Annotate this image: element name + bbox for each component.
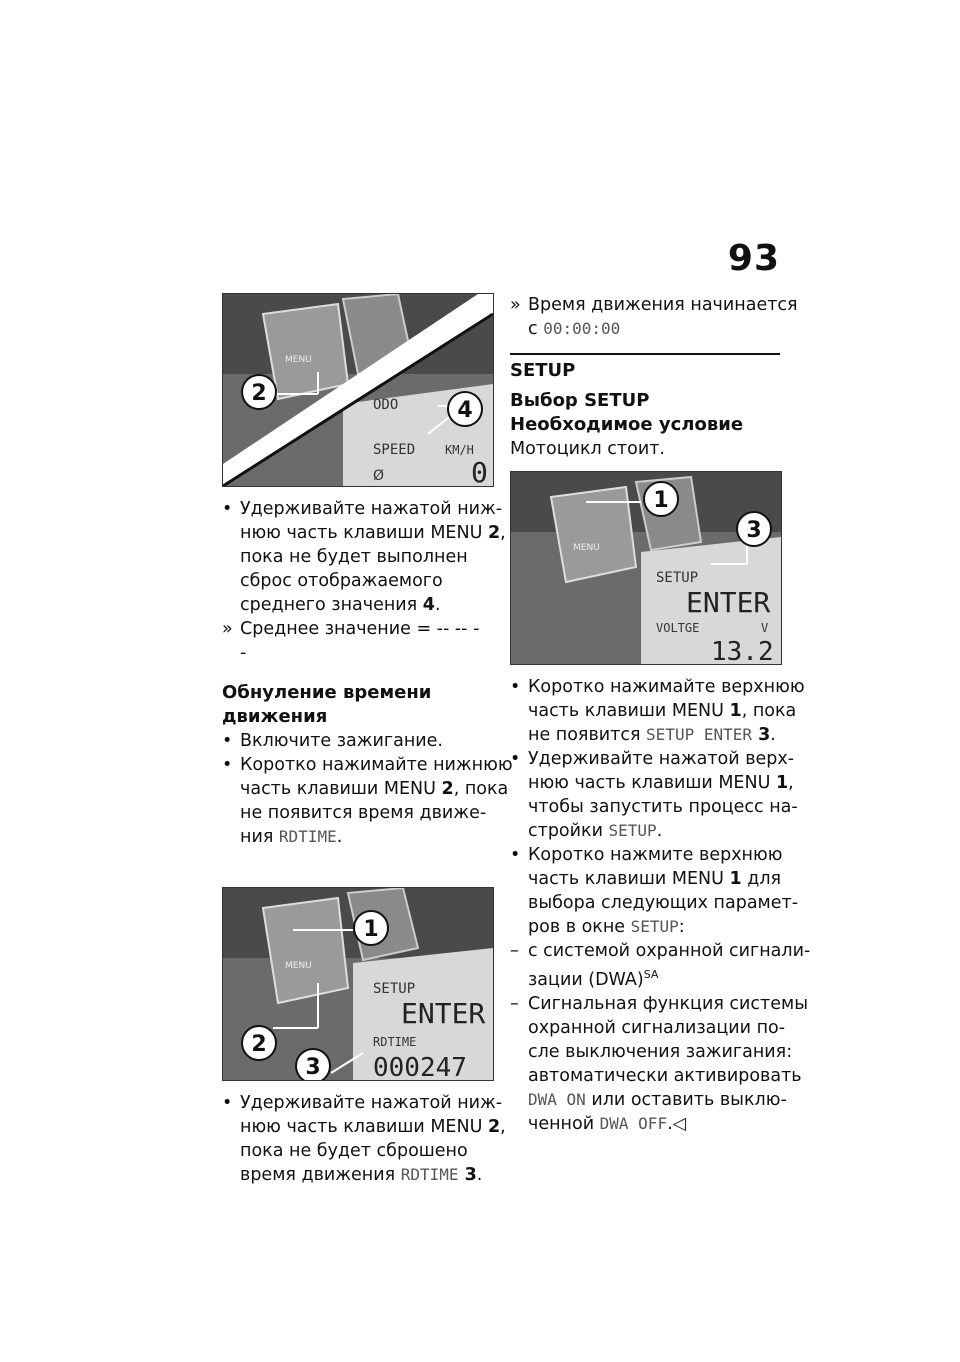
svg-text:RDTIME: RDTIME <box>373 1035 417 1049</box>
fig2-callout-1: 1 <box>363 917 379 942</box>
svg-text:ENTER: ENTER <box>686 586 771 619</box>
svg-text:MENU: MENU <box>285 355 312 365</box>
heading-precondition: Необходимое условие <box>510 414 744 435</box>
list-item: • Удерживайте нажатой ниж- <box>222 499 503 519</box>
dash-item: – с системой охранной сигнали- <box>510 941 811 961</box>
svg-text:0: 0 <box>471 456 488 486</box>
heading-setup: SETUP <box>510 360 576 381</box>
svg-text:SETUP: SETUP <box>656 570 699 586</box>
list-item: • Удерживайте нажатой ниж- <box>222 1093 503 1113</box>
svg-text:MENU: MENU <box>573 543 600 553</box>
fig3-callout-3: 3 <box>746 518 762 543</box>
page-number: 93 <box>727 238 780 279</box>
figure-menu-reset-average <box>222 293 494 487</box>
list-item: • Коротко нажимайте верхнюю <box>510 677 805 697</box>
fig2-callout-2: 2 <box>251 1032 267 1057</box>
svg-text:Ø: Ø <box>373 468 385 484</box>
dash-item: – Сигнальная функция системы <box>510 993 809 1014</box>
svg-text:ENTER: ENTER <box>401 997 486 1030</box>
svg-text:SETUP: SETUP <box>373 981 416 997</box>
list-item: • Удерживайте нажатой верх- <box>510 749 795 769</box>
svg-text:V: V <box>761 621 769 635</box>
figure-setup-enter <box>510 471 782 665</box>
list-item: • Коротко нажмите верхнюю <box>510 845 783 865</box>
fig2-callout-3: 3 <box>305 1055 321 1080</box>
list-item: • Включите зажигание. <box>222 731 443 751</box>
precondition-text: Мотоцикл стоит. <box>510 439 665 459</box>
svg-text:13.2: 13.2 <box>711 637 774 664</box>
result-item: » Время движения начинается <box>510 295 798 315</box>
svg-text:SPEED: SPEED <box>373 442 416 458</box>
svg-text:ODO: ODO <box>373 397 399 413</box>
svg-text:000247: 000247 <box>373 1053 467 1080</box>
fig1-callout-2: 2 <box>251 381 267 406</box>
heading-reset-time: Обнуление времени <box>222 682 432 703</box>
figure-rdtime <box>222 887 494 1081</box>
svg-text:VOLTGE: VOLTGE <box>656 621 700 635</box>
svg-text:KM/H: KM/H <box>445 443 474 457</box>
result-item: » Среднее значение = -- -- - <box>222 619 480 639</box>
left-column: ODO SPEED KM/H 0 Ø MENU 2 4 • Удерживайте нажатой ниж- нюю часть клавиши MENU 2, пока не будет выполнен сброс отображаемого среднего значения 4. » Среднее значение = -- -- - - Обнуление времени движения • Включите зажигание. • Коротко нажимайте нижнюю часть клавиши MENU 2, пока не появится время движе- ния RDTIME. SETUP ENTER RDTIME 000247 MENU 1 2 3 • Удерживайте нажатой ниж- нюю часть клавиши MENU 2, пока не будет сброшено время движения RDTIME 3. <box>222 293 492 1187</box>
right-column: » Время движения начинается с 00:00:00 SETUP Выбор SETUP Необходимое условие Мотоцикл стоит. SETUP ENTER VOLTGE V 13.2 MENU 1 3 • Коротко нажимайте верхнюю часть клавиши MENU 1, пока не появится SETUP ENTER 3. • Удерживайте нажатой верх- нюю часть клавиши MENU 1, чтобы запустить процесс на- стройки SETUP. • Коротко нажмите верхнюю часть клавиши MENU 1 для выбора следующих парамет- ров в окне SETUP: – с системой охранной сигнали- зации (DWA)$^{SA}$ – Сигнальная функция системы охранной сигнализации по- сле выключения зажигания: автоматически активировать DWA ON или оставить выклю- ченной DWA OFF.◁ <box>510 295 811 1134</box>
fig3-callout-1: 1 <box>653 488 669 513</box>
svg-text:MENU: MENU <box>285 961 312 971</box>
list-item: • Коротко нажимайте нижнюю <box>222 755 513 775</box>
fig1-callout-4: 4 <box>457 398 473 423</box>
heading-select-setup: Выбор SETUP <box>510 390 650 411</box>
